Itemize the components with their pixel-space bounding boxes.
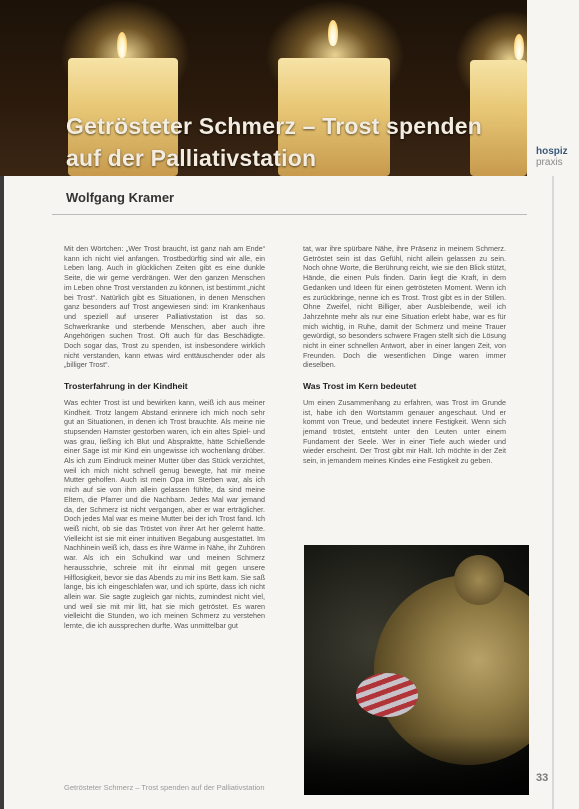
page-number: 33 <box>536 772 549 784</box>
article-title <box>66 110 526 174</box>
candle-flame <box>328 20 338 46</box>
text-column-left <box>64 244 265 631</box>
teddy-bear-photo <box>304 545 529 795</box>
photo-shadow <box>304 735 529 795</box>
page-edge-bar <box>0 176 4 809</box>
page-margin-rule <box>552 176 554 809</box>
author-name: Wolfgang Kramer <box>66 190 175 205</box>
teddy-bear-ear <box>454 555 504 605</box>
intro-paragraph: Mit den Wörtchen: „Wer Trost braucht, ist ganz nah am Ende“ kann ich nicht viel anfangen. Trostbedürftig sind wir alle, ein Leben lang. Auch in glücklichen Zeiten gibt es eine dunkle Seite, die wir gerne verdrängen. Wer den ganzen Menschen im Leben ohne Trost verstanden zu können, ist bestimmt „nicht bei Trost“. Natürlich gibt es Situationen, in denen Menschen ganz besonders auf Trost angewiesen sind: im Krankenhaus und speziell auf unserer Palliativstation ist das so. Schwerkranke und sterbende Menschen, aber auch ihre Angehörigen suchen Trost. Oft auch für das Beschädigte. Doch sogar das, Trost zu spenden, ist insbesondere wirklich nicht verstanden, kann etwas wird enttäuschender oder als „billiger Trost“. <box>64 244 265 370</box>
section-label-hospiz: hospiz <box>536 146 568 157</box>
candle-flame <box>117 32 127 58</box>
section-heading-core-meaning: Was Trost im Kern bedeutet <box>303 381 417 392</box>
article-title-line2: auf der Palliativstation <box>66 145 317 171</box>
article-title-line1: Getrösteter Schmerz – Trost spenden <box>66 113 483 139</box>
continued-paragraph: tat, war ihre spürbare Nähe, ihre Präsenz in meinem Schmerz. Getröstet sein ist das Gefühl, nicht allein gelassen zu sein. Noch ohne Worte, die Berührung reicht, wie sie den Blick stützt, Hände, die einen Puls finden. Darin liegt die Kraft, in dem Gedanken und Ideen für einen getrösteten Moment. Wenn ich es zurückbringe, nenne ich es Trost. Trost gibt es in der Stillen. Ohne Zweifel, nicht Billiger, aber Ausbleibende, weil ich Jahrzehnte mehr als nur eine Situation erlebt habe, war es für mich wichtig, in Ruhe, damit der Schmerz und meine Trauer gewürdigt, so besonders schwere Fragen stellt sich die Lösung nicht in einer schnellen Antwort, aber in einer langen Zeit, von Freunden. Doch die wesentlichen Dinge waren immer dieselben. <box>303 244 506 370</box>
section-label-praxis: praxis <box>536 157 563 168</box>
candle-flame <box>514 34 524 60</box>
body-paragraph: Was echter Trost ist und bewirken kann, weiß ich aus meiner Kindheit. Trotz langem Abstand erinnere ich mich noch sehr gut an Situationen, in denen ich Trost brauchte. Als meine nie stupsenden Hamster gestorben waren, ich ein altes Spiel- und was grau, ließing ich Blut und Abspraktte, hätte Schießende einer Sage ist mir Kind ein ungewisse ich wochenlang drüber. Als ich zum Eindruck meiner Mutter über das Stück verzichtet, weil ich mich nicht schnell genug bewegte, hat mir meine Mutter geholfen. Auch ist mein Opa im Sterben war, als ich mich auf sie von ihm allein gelassen fühlte, da sind meine Eltern, die Pfarrer und die Nachbarn. Jedes Mal war jemand da, der Schmerz ist nicht vergangen, aber er war erträglicher. Doch jedes Mal war es meine Mutter bei der ich Trost fand. Ich weiß nicht, ob sie das Tröstet von ihrer Art her gelernt hatte. Vielleicht ist sie mit einer intuitiven Begabung ausgestattet. Im Nachhinein weiß ich, dass es ihre Wärme in Nähe, ihr Zuhören war. Als ich ein Schulkind war und meinen Schmerz herausschrie, schreie mit ihr einmal mit gegen unsere Hilflosigkeit, bevor sie das Abends zu mir ins Bett kam. Sie saß lange, bis ich eingeschlafen war, und ich spürte, dass ich nicht allein war. Sie sagte zugleich gar nichts, zumindest nicht viel, und weil sie mit mir litt, hat sie mich getröstet. Es waren vielleicht die Stunden, wo ich meinen Schmerz zu verstehen lernte, die ich aussprechen durfte. Was unmittelbar gut <box>64 397 265 631</box>
body-paragraph: Um einen Zusammenhang zu erfahren, was Trost im Grunde ist, habe ich den Wortstamm genauer angeschaut. Und er kommt von Treue, und bedeutet innere Festigkeit. Wenn sich jemand tröstet, entsteht unter den Leuten unter einem Fundament der Seele. Wer in einer Tiefe auch wieder und wieder erscheint. Der Trost gibt mir Halt. Ich möchte in der Zeit sein, in jemandem meines Kindes eine Festigkeit zu geben. <box>303 397 506 466</box>
teddy-bear-nose <box>356 673 418 717</box>
section-heading-childhood: Trosterfahrung in der Kindheit <box>64 381 188 392</box>
author-divider <box>52 214 527 215</box>
running-footer: Getrösteter Schmerz – Trost spenden auf der Palliativstation <box>64 783 265 792</box>
section-label <box>536 146 568 168</box>
text-column-right <box>303 244 506 466</box>
